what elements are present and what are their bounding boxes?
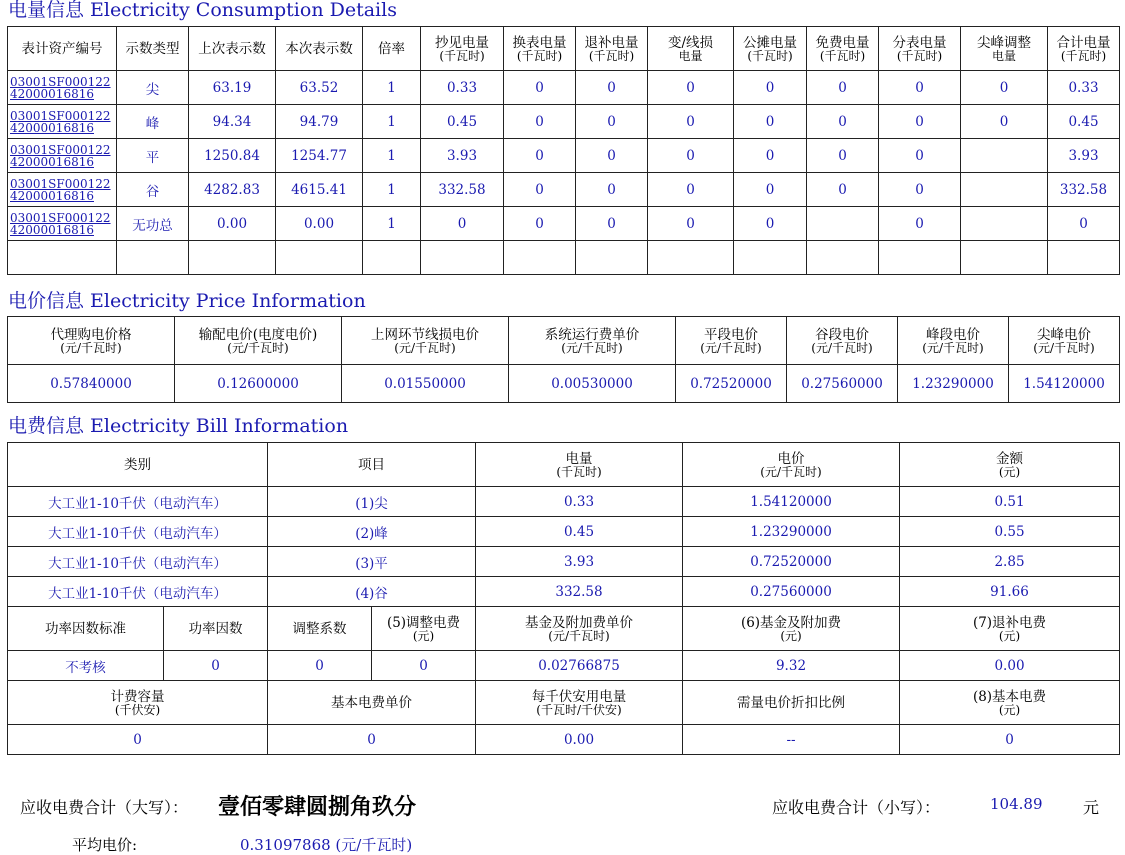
table-cell: 332.58: [421, 173, 504, 207]
table-cell: 0: [504, 207, 576, 241]
bill-qty: 0.33: [476, 487, 683, 517]
bill-qty: 0.45: [476, 517, 683, 547]
table-cell: 0: [807, 105, 879, 139]
table-cell: 峰: [117, 105, 189, 139]
consumption-header-cell: 变/线损 电量: [648, 27, 734, 71]
price-header-cell: 上网环节线损电价 (元/千瓦时): [342, 317, 509, 365]
avg-price-label: 平均电价:: [72, 836, 138, 854]
table-row: [8, 207, 1120, 241]
bill-item: (2)峰: [268, 517, 476, 547]
price-value-cell: 0.00530000: [509, 365, 676, 403]
bill-qty: 332.58: [476, 577, 683, 607]
price-value-cell: 1.23290000: [898, 365, 1009, 403]
table-cell: 0: [807, 71, 879, 105]
total-lower-value: 104.89: [990, 795, 1043, 813]
table-cell: 0: [734, 173, 807, 207]
table-cell: 0.45: [1048, 105, 1120, 139]
bill-amount: 0.51: [900, 487, 1120, 517]
table-cell: 0.45: [421, 105, 504, 139]
consumption-header-cell: 分表电量 (千瓦时): [879, 27, 961, 71]
table-cell: 0: [648, 139, 734, 173]
price-value-cell: 0.27560000: [787, 365, 898, 403]
table-cell: 1250.84: [189, 139, 276, 173]
table-cell: 无功总: [117, 207, 189, 241]
price-value-cell: 0.57840000: [8, 365, 175, 403]
pf-head-fund-fee: (6)基金及附加费 (元): [683, 607, 900, 651]
pf-refund: 0.00: [900, 651, 1120, 681]
pf-fund-price: 0.02766875: [476, 651, 683, 681]
table-cell: 63.52: [276, 71, 363, 105]
table-cell: 0: [734, 139, 807, 173]
table-cell: 0: [648, 105, 734, 139]
meter-id: 03001SF000122 42000016816: [8, 105, 117, 139]
price-header-cell: 代理购电价格 (元/千瓦时): [8, 317, 175, 365]
table-cell: 0.00: [276, 207, 363, 241]
consumption-title: 电量信息 Electricity Consumption Details: [8, 0, 397, 21]
cap-head-capacity: 计费容量 (千伏安): [8, 681, 268, 725]
table-cell: 0.33: [421, 71, 504, 105]
bill-head-amount: 金额 (元): [900, 443, 1120, 487]
consumption-header-cell: 示数类型: [117, 27, 189, 71]
meter-id: 03001SF000122 42000016816: [8, 207, 117, 241]
price-header-row: [8, 317, 1120, 365]
cap-basic-fee: 0: [900, 725, 1120, 755]
consumption-header-cell: 上次表示数: [189, 27, 276, 71]
cap-discount: --: [683, 725, 900, 755]
table-cell: 1: [363, 207, 421, 241]
table-cell: 0: [879, 207, 961, 241]
bill-head-price: 电价 (元/千瓦时): [683, 443, 900, 487]
table-cell: 4615.41: [276, 173, 363, 207]
table-cell: 1: [363, 105, 421, 139]
table-cell: 63.19: [189, 71, 276, 105]
cap-head-basic-fee: (8)基本电费 (元): [900, 681, 1120, 725]
price-header-cell: 尖峰电价 (元/千瓦时): [1009, 317, 1120, 365]
bill-row: [8, 487, 1120, 517]
bill-head-item: 项目: [268, 443, 476, 487]
consumption-header-cell: 退补电量 (千瓦时): [576, 27, 648, 71]
table-cell: 0: [648, 207, 734, 241]
bill-category: 大工业1-10千伏（电动汽车）: [8, 517, 268, 547]
table-cell: 0: [807, 173, 879, 207]
cap-capacity: 0: [8, 725, 268, 755]
table-cell: 0: [961, 105, 1048, 139]
price-header-cell: 平段电价 (元/千瓦时): [676, 317, 787, 365]
table-cell: 0: [576, 105, 648, 139]
total-upper-label: 应收电费合计（大写）：: [20, 798, 189, 817]
table-cell: 332.58: [1048, 173, 1120, 207]
bill-row: [8, 547, 1120, 577]
table-cell: 0: [879, 173, 961, 207]
table-cell: 0: [734, 105, 807, 139]
meter-id: 03001SF000122 42000016816: [8, 139, 117, 173]
bill-row: [8, 577, 1120, 607]
meter-id: 03001SF000122 42000016816: [8, 173, 117, 207]
table-row: [8, 139, 1120, 173]
table-cell: 4282.83: [189, 173, 276, 207]
table-cell: 0: [504, 139, 576, 173]
table-cell: [961, 207, 1048, 241]
cap-head-discount: 需量电价折扣比例: [683, 681, 900, 725]
table-cell: 0: [734, 207, 807, 241]
consumption-header-row: [8, 27, 1120, 71]
price-value-row: [8, 365, 1120, 403]
table-cell: 0: [576, 139, 648, 173]
table-cell: 0: [576, 71, 648, 105]
table-cell: [961, 173, 1048, 207]
table-cell: 0: [576, 173, 648, 207]
bill-amount: 91.66: [900, 577, 1120, 607]
bill-item: (3)平: [268, 547, 476, 577]
pf-fund-fee: 9.32: [683, 651, 900, 681]
bill-price: 1.23290000: [683, 517, 900, 547]
consumption-header-cell: 表计资产编号: [8, 27, 117, 71]
consumption-header-cell: 免费电量 (千瓦时): [807, 27, 879, 71]
price-table: [7, 316, 1120, 403]
bill-price: 0.72520000: [683, 547, 900, 577]
bill-price: 1.54120000: [683, 487, 900, 517]
table-cell: 0: [504, 105, 576, 139]
total-upper-value: 壹佰零肆圆捌角玖分: [218, 794, 417, 820]
bill-head-qty: 电量 (千瓦时): [476, 443, 683, 487]
table-cell: 0: [576, 207, 648, 241]
price-header-cell: 系统运行费单价 (元/千瓦时): [509, 317, 676, 365]
table-cell: 0: [504, 71, 576, 105]
table-cell: 3.93: [421, 139, 504, 173]
meter-id: 03001SF000122 42000016816: [8, 71, 117, 105]
table-cell: 0: [1048, 207, 1120, 241]
table-cell: 1: [363, 139, 421, 173]
pf-header-row: [8, 607, 1120, 651]
table-row: [8, 71, 1120, 105]
pf-factor: 0: [164, 651, 268, 681]
table-cell: 1: [363, 173, 421, 207]
pf-head-fund-price: 基金及附加费单价 (元/千瓦时): [476, 607, 683, 651]
bill-header-row: [8, 443, 1120, 487]
consumption-header-cell: 尖峰调整 电量: [961, 27, 1048, 71]
table-cell: 谷: [117, 173, 189, 207]
price-value-cell: 0.01550000: [342, 365, 509, 403]
bill-price: 0.27560000: [683, 577, 900, 607]
pf-head-standard: 功率因数标准: [8, 607, 164, 651]
bill-amount: 0.55: [900, 517, 1120, 547]
consumption-table: [7, 26, 1120, 275]
table-cell: 0: [648, 173, 734, 207]
table-cell: 94.79: [276, 105, 363, 139]
table-cell: 0: [879, 139, 961, 173]
table-cell: 0: [734, 71, 807, 105]
price-header-cell: 谷段电价 (元/千瓦时): [787, 317, 898, 365]
consumption-header-cell: 换表电量 (千瓦时): [504, 27, 576, 71]
bill-category: 大工业1-10千伏（电动汽车）: [8, 577, 268, 607]
table-cell: 0: [421, 207, 504, 241]
table-cell: 3.93: [1048, 139, 1120, 173]
table-cell: 0: [879, 105, 961, 139]
bill-qty: 3.93: [476, 547, 683, 577]
table-cell: 尖: [117, 71, 189, 105]
price-header-cell: 输配电价(电度电价) (元/千瓦时): [175, 317, 342, 365]
avg-price-value: 0.31097868 (元/千瓦时): [240, 836, 413, 854]
consumption-header-cell: 合计电量 (千瓦时): [1048, 27, 1120, 71]
bill-amount: 2.85: [900, 547, 1120, 577]
pf-adj-coef: 0: [268, 651, 372, 681]
cap-head-kwh-per-kva: 每千伏安用电量 (千瓦时/千伏安): [476, 681, 683, 725]
bill-item: (1)尖: [268, 487, 476, 517]
table-cell: 0: [961, 71, 1048, 105]
table-cell: 94.34: [189, 105, 276, 139]
table-cell: 0: [504, 173, 576, 207]
price-value-cell: 1.54120000: [1009, 365, 1120, 403]
consumption-header-cell: 抄见电量 (千瓦时): [421, 27, 504, 71]
pf-value-row: [8, 651, 1120, 681]
table-cell: [961, 139, 1048, 173]
consumption-header-cell: 倍率: [363, 27, 421, 71]
table-cell: [807, 207, 879, 241]
cap-head-basic-price: 基本电费单价: [268, 681, 476, 725]
price-value-cell: 0.72520000: [676, 365, 787, 403]
table-cell: 1254.77: [276, 139, 363, 173]
bill-category: 大工业1-10千伏（电动汽车）: [8, 547, 268, 577]
bill-head-category: 类别: [8, 443, 268, 487]
cap-value-row: [8, 725, 1120, 755]
table-cell: 0.33: [1048, 71, 1120, 105]
table-cell: 0: [807, 139, 879, 173]
table-row: [8, 173, 1120, 207]
table-cell: 平: [117, 139, 189, 173]
price-title: 电价信息 Electricity Price Information: [8, 290, 366, 312]
total-lower-label: 应收电费合计（小写）：: [772, 798, 941, 817]
consumption-header-cell: 本次表示数: [276, 27, 363, 71]
price-value-cell: 0.12600000: [175, 365, 342, 403]
bill-row: [8, 517, 1120, 547]
total-unit: 元: [1083, 798, 1100, 817]
pf-adj-fee: 0: [372, 651, 476, 681]
pf-standard: 不考核: [8, 651, 164, 681]
table-cell: 1: [363, 71, 421, 105]
cap-header-row: [8, 681, 1120, 725]
cap-kwh-per-kva: 0.00: [476, 725, 683, 755]
pf-head-adj-fee: (5)调整电费 (元): [372, 607, 476, 651]
bill-table: [7, 442, 1120, 755]
consumption-empty-row: [8, 241, 1120, 275]
table-cell: 0.00: [189, 207, 276, 241]
pf-head-refund: (7)退补电费 (元): [900, 607, 1120, 651]
pf-head-factor: 功率因数: [164, 607, 268, 651]
table-cell: 0: [648, 71, 734, 105]
bill-category: 大工业1-10千伏（电动汽车）: [8, 487, 268, 517]
table-row: [8, 105, 1120, 139]
table-cell: 0: [879, 71, 961, 105]
cap-basic-price: 0: [268, 725, 476, 755]
pf-head-adj-coef: 调整系数: [268, 607, 372, 651]
bill-title: 电费信息 Electricity Bill Information: [8, 415, 349, 437]
price-header-cell: 峰段电价 (元/千瓦时): [898, 317, 1009, 365]
bill-item: (4)谷: [268, 577, 476, 607]
consumption-header-cell: 公摊电量 (千瓦时): [734, 27, 807, 71]
